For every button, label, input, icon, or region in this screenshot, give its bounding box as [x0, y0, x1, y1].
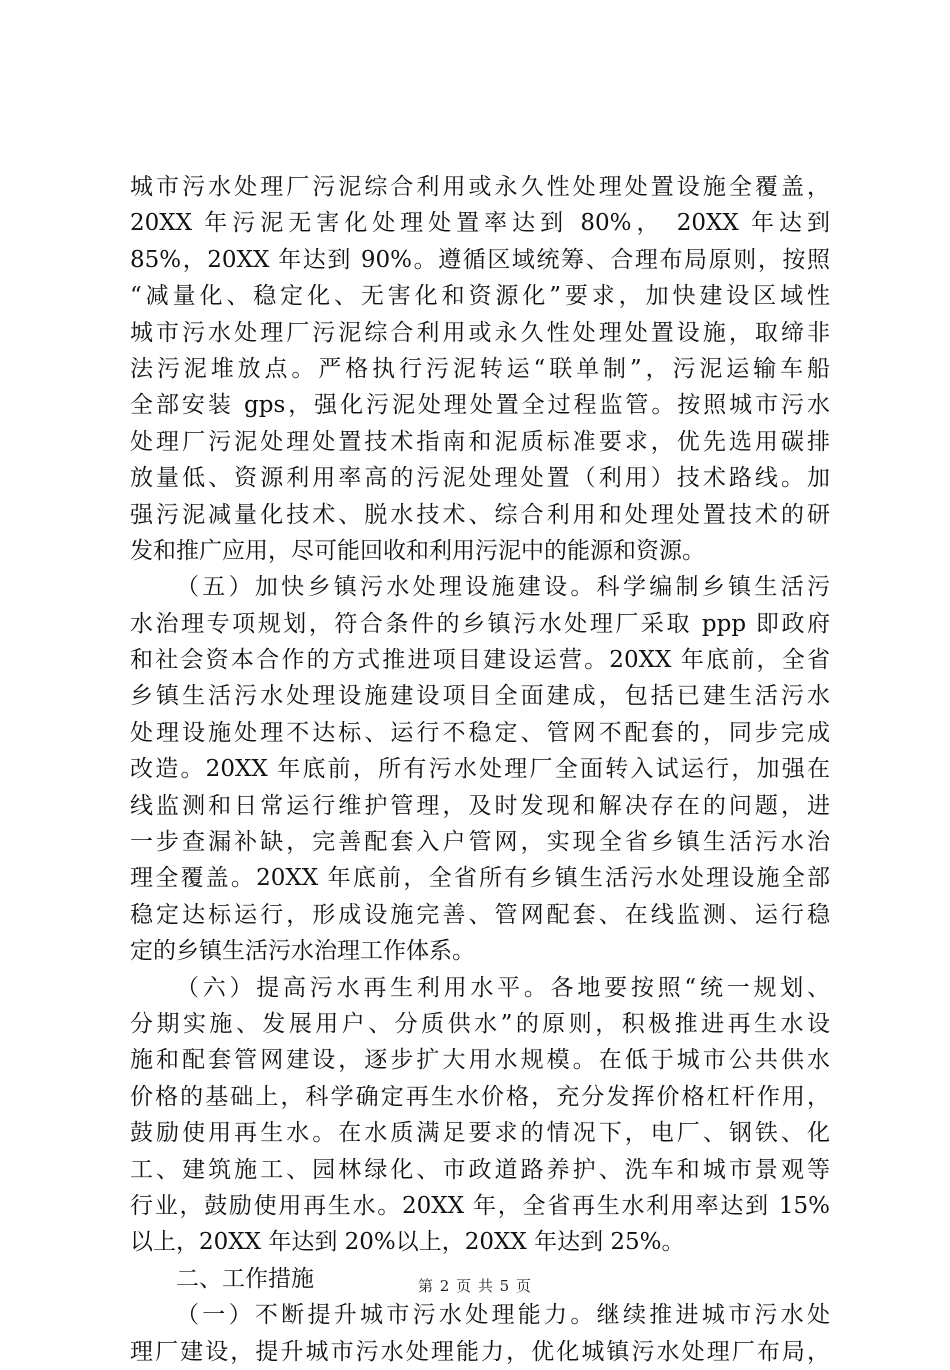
text-line: 20XX 年污泥无害化处理处置率达到 80%， 20XX 年达到 [130, 210, 830, 237]
text-line: 乡镇生活污水处理设施建设项目全面建成，包括已建生活污水 [130, 683, 830, 710]
text-line: 全部安装 gps，强化污泥处理处置全过程监管。按照城市污水 [130, 392, 830, 419]
text-line: 强污泥减量化技术、脱水技术、综合利用和处理处置技术的研 [130, 501, 830, 528]
text-line: 理全覆盖。20XX 年底前，全省所有乡镇生活污水处理设施全部 [130, 865, 830, 892]
text-line: 处理设施处理不达标、运行不稳定、管网不配套的，同步完成 [130, 719, 830, 746]
page-number-footer: 第 2 页 共 5 页 [418, 1277, 532, 1295]
text-line: 水治理专项规划，符合条件的乡镇污水处理厂采取 ppp 即政府 [130, 610, 830, 637]
text-line: （六）提高污水再生利用水平。各地要按照“统一规划、 [176, 974, 830, 1001]
text-line: （五）加快乡镇污水处理设施建设。科学编制乡镇生活污 [176, 574, 830, 601]
text-line: 工、建筑施工、园林绿化、市政道路养护、洗车和城市景观等 [130, 1156, 830, 1183]
text-line: 稳定达标运行，形成设施完善、管网配套、在线监测、运行稳 [130, 901, 830, 928]
section-heading: 二、工作措施 [176, 1265, 314, 1292]
text-line: 城市污水处理厂污泥综合利用或永久性处理处置设施，取缔非 [130, 319, 830, 346]
text-line: “减量化、稳定化、无害化和资源化”要求，加快建设区域性 [130, 283, 830, 310]
text-line: 以上，20XX 年达到 20%以上，20XX 年达到 25%。 [130, 1229, 685, 1256]
text-line: 施和配套管网建设，逐步扩大用水规模。在低于城市公共供水 [130, 1047, 830, 1074]
text-line: 改造。20XX 年底前，所有污水处理厂全面转入试运行，加强在 [130, 756, 830, 783]
text-line: 放量低、资源利用率高的污泥处理处置（利用）技术路线。加 [130, 465, 830, 492]
text-line: 一步查漏补缺，完善配套入户管网，实现全省乡镇生活污水治 [130, 829, 830, 856]
text-line: 处理厂污泥处理处置技术指南和泥质标准要求，优先选用碳排 [130, 428, 830, 455]
text-line: 城市污水处理厂污泥综合利用或永久性处理处置设施全覆盖， [130, 174, 830, 200]
text-line: 法污泥堆放点。严格执行污泥转运“联单制”，污泥运输车船 [130, 355, 830, 382]
text-line: 定的乡镇生活污水治理工作体系。 [130, 938, 475, 965]
text-line: 和社会资本合作的方式推进项目建设运营。20XX 年底前，全省 [130, 647, 830, 674]
text-line: 行业，鼓励使用再生水。20XX 年，全省再生水利用率达到 15% [130, 1192, 830, 1219]
text-line: 线监测和日常运行维护管理，及时发现和解决存在的问题，进 [130, 792, 830, 819]
text-line: 理厂建设，提升城市污水处理能力，优化城镇污水处理厂布局， [130, 1338, 830, 1365]
text-line: 价格的基础上，科学确定再生水价格，充分发挥价格杠杆作用， [130, 1083, 830, 1110]
text-line: 85%，20XX 年达到 90%。遵循区域统筹、合理布局原则，按照 [130, 246, 830, 273]
text-line: 鼓励使用再生水。在水质满足要求的情况下，电厂、钢铁、化 [130, 1120, 830, 1147]
text-line: 分期实施、发展用户、分质供水”的原则，积极推进再生水设 [130, 1010, 830, 1037]
document-body [130, 169, 830, 1370]
text-line: （一）不断提升城市污水处理能力。继续推进城市污水处 [176, 1302, 830, 1329]
text-line: 发和推广应用，尽可能回收和利用污泥中的能源和资源。 [130, 537, 705, 564]
